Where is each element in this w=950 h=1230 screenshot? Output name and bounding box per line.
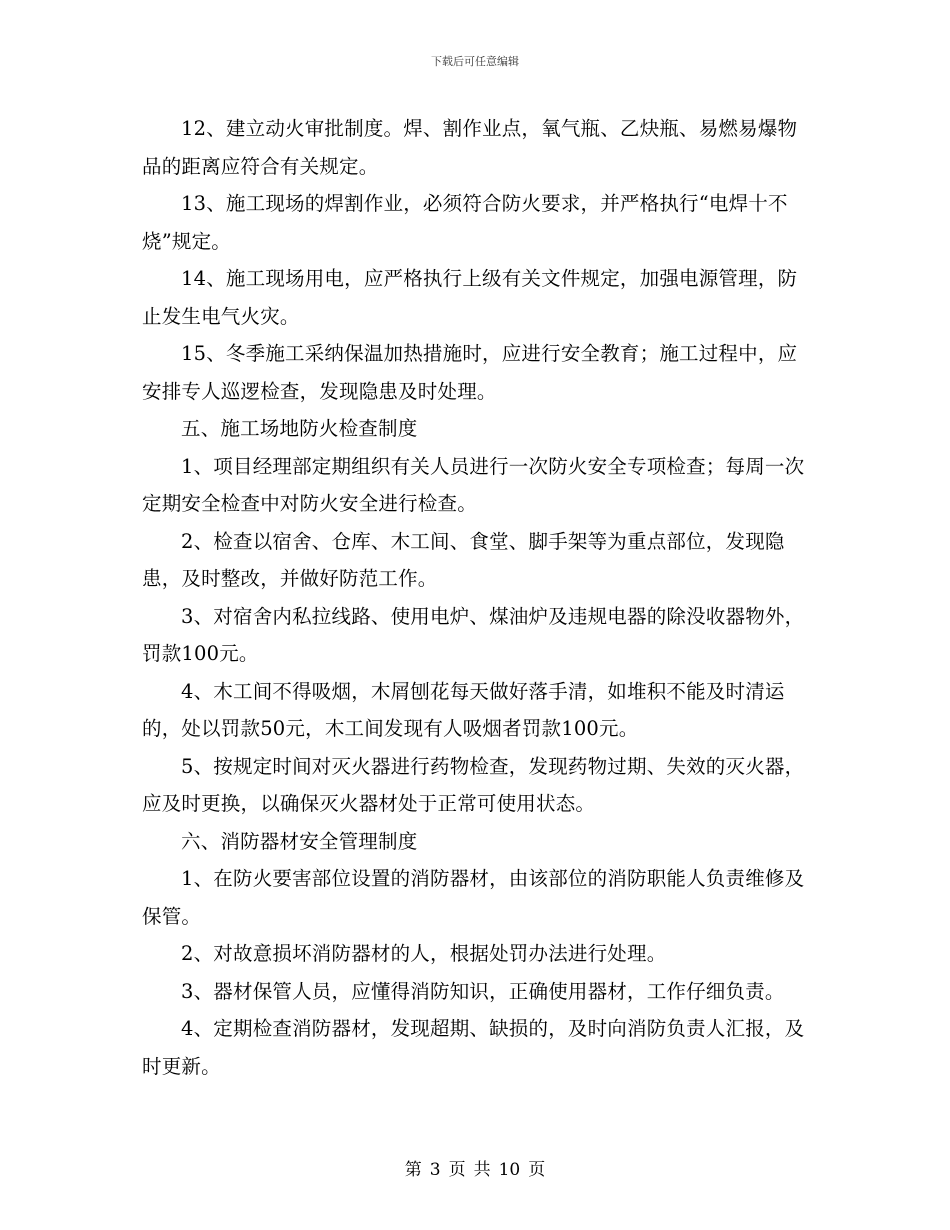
total-pages: 10	[498, 1160, 521, 1180]
paragraph: 5、按规定时间对灭火器进行药物检查，发现药物过期、失效的灭火器，应及时更换，以确保灭火器材处于正常可使用状态。	[142, 754, 805, 815]
paragraph: 1、项目经理部定期组织有关人员进行一次防火安全专项检查；每周一次定期安全检查中对防火安全进行检查。	[142, 454, 805, 515]
page-label: 第	[404, 1160, 422, 1180]
section-heading: 六、消防器材安全管理制度	[181, 829, 418, 853]
paragraph: 4、木工间不得吸烟，木屑刨花每天做好落手清，如堆积不能及时清运的，处以罚款50元，木工间发现有人吸烟者罚款100元。	[142, 679, 785, 740]
total-unit: 页	[528, 1160, 546, 1180]
paragraph: 4、定期检查消防器材，发现超期、缺损的，及时向消防负责人汇报，及时更新。	[142, 1017, 805, 1078]
section-heading: 五、施工场地防火检查制度	[181, 417, 418, 440]
page-footer	[0, 1155, 950, 1180]
paragraph: 15、冬季施工采纳保温加热措施时，应进行安全教育；施工过程中，应安排专人巡逻检查，发现隐患及时处理。	[142, 342, 798, 403]
document-body	[142, 110, 810, 1085]
page-unit: 页	[448, 1160, 466, 1180]
paragraph: 12、建立动火审批制度。焊、割作业点，氧气瓶、乙炔瓶、易燃易爆物品的距离应符合有关规定。	[142, 117, 798, 178]
paragraph: 2、检查以宿舍、仓库、木工间、食堂、脚手架等为重点部位，发现隐患，及时整改，并做好防范工作。	[142, 529, 785, 590]
page-number: 3	[429, 1160, 441, 1180]
paragraph: 3、对宿舍内私拉线路、使用电炉、煤油炉及违规电器的除没收器物外，罚款100元。	[142, 604, 805, 665]
paragraph: 2、对故意损坏消防器材的人，根据处罚办法进行处理。	[181, 942, 667, 965]
paragraph: 13、施工现场的焊割作业，必须符合防火要求，并严格执行“电焊十不烧”规定。	[142, 192, 788, 253]
total-label: 共	[473, 1160, 491, 1180]
paragraph: 3、器材保管人员，应懂得消防知识，正确使用器材，工作仔细负责。	[181, 979, 785, 1003]
page-header: 下载后可任意编辑	[431, 55, 519, 68]
paragraph: 1、在防火要害部位设置的消防器材，由该部位的消防职能人负责维修及保管。	[142, 867, 805, 928]
paragraph: 14、施工现场用电，应严格执行上级有关文件规定，加强电源管理，防止发生电气火灾。	[142, 267, 798, 328]
